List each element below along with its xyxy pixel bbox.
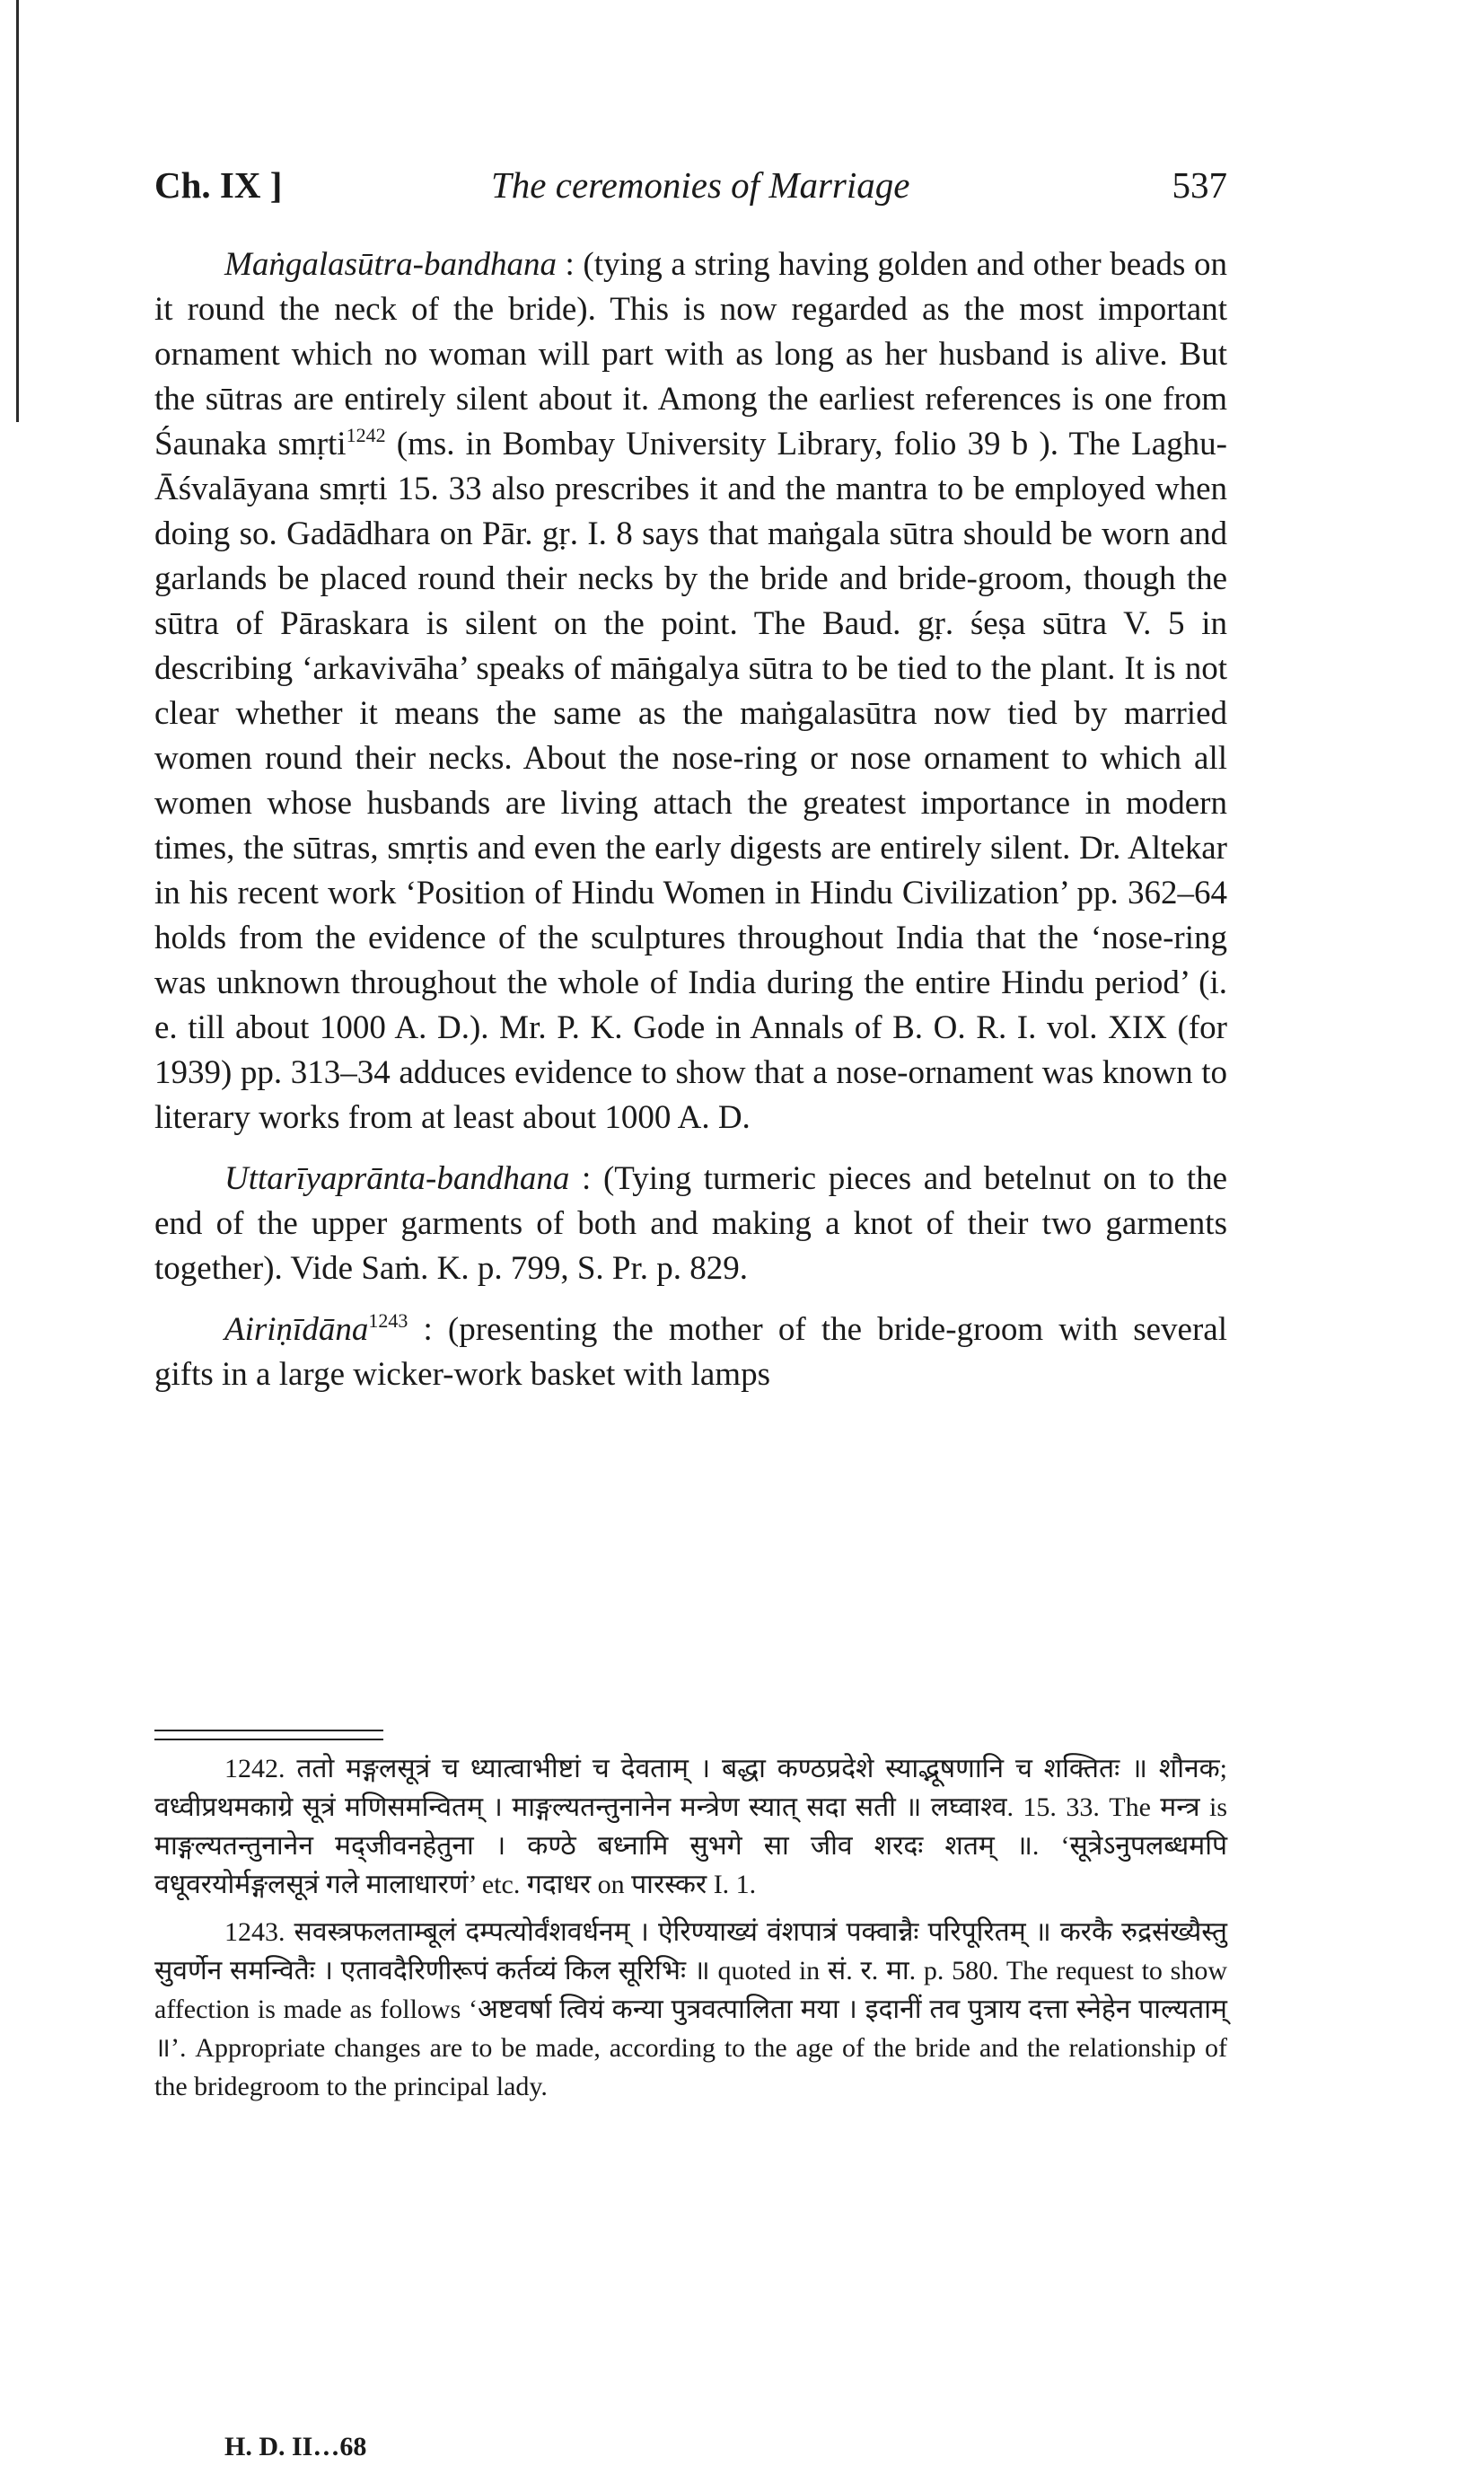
signature-mark: H. D. II…68: [224, 2432, 367, 2461]
footnote-1242: 1242. ततो मङ्गलसूत्रं च ध्यात्वाभीष्टां च देवताम् । बद्धा कण्ठप्रदेशे स्याद्भूषणानि च शक्तितः ॥ शौनक; वध्वीप्रथमकाग्रे सूत्रं मणिसमन्वितम् । माङ्गल्यतन्तुनानेन मन्त्रेण स्यात् सदा सती ॥ लघ्वाश्व. 15. 33. The मन्त्र is माङ्गल्यतन्तुनानेन मद्जीवनहेतुना । कण्ठे बध्नामि सुभगे सा जीव शरदः शतम् ॥. ‘सूत्रेऽनुपलब्धमपि वधूवरयोर्मङ्गलसूत्रं गले मालाधारणं’ etc. गदाधर on पारस्कर I. 1.: [154, 1754, 1227, 1899]
footnotes: [154, 1749, 1227, 2115]
paragraph-airinidana: [154, 1308, 1227, 1397]
term-heading: Airiṇīdāna: [224, 1311, 369, 1348]
term-heading: Maṅgalasūtra-bandhana: [224, 246, 557, 283]
paragraph-text: : (Tying turmeric pieces and betelnut on to the end of the upper garments of both and making a knot of their two garments together). Vide Saṁ. K. p. 799, S. Pr. p. 829.: [154, 1160, 1227, 1287]
paragraph-text: : (presenting the mother of the bride-groom with several gifts in a large wicker-work basket with lamps: [154, 1311, 1227, 1393]
paragraph-text: (ms. in Bombay University Library, folio 39 b ). The Laghu-Āśvalāyana smṛti 15. 33 also prescribes it and the mantra to be employed when doing so. Gadādhara on Pār. gṛ. I. 8 says that maṅgala sūtra should be worn and garlands be placed round their necks by the bride and bride-groom, though the sūtra of Pāraskara is silent on the point. The Baud. gṛ. śeṣa sūtra V. 5 in describing ‘arkavivāha’ speaks of māṅgalya sūtra to be tied to the plant. It is not clear whether it means the same as the maṅgalasūtra now tied by married women round their necks. About the nose-ring or nose ornament to which all women whose husbands are living attach the greatest importance in modern times, the sūtras, smṛtis and even the early digests are entirely silent. Dr. Altekar in his recent work ‘Position of Hindu Women in Hindu Civilization’ pp. 362–64 holds from the evidence of the sculptures throughout India that the ‘nose-ring was unknown throughout the whole of India during the entire Hindu period’ (i. e. till about 1000 A. D.). Mr. P. K. Gode in Annals of B. O. R. I. vol. XIX (for 1939) pp. 313–34 adduces evidence to show that a nose-ornament was known to literary works from at least about 1000 A. D.: [154, 426, 1227, 1136]
footnote-1243: 1243. सवस्त्रफलताम्बूलं दम्पत्योर्वंशवर्धनम् । ऐरिण्याख्यं वंशपात्रं पक्वान्नैः परिपूरितम् ॥ करकै रुद्रसंख्यैस्तु सुवर्णेन समन्वितैः । एतावदैरिणीरूपं कर्तव्यं किल सूरिभिः ॥ quoted in सं. र. मा. p. 580. The request to show affection is made as follows ‘अष्टवर्षा त्वियं कन्या पुत्रवत्पालिता मया । इदानीं तव पुत्राय दत्ता स्नेहेन पाल्यताम् ॥’. Appropriate changes are to be made, according to the age of the bride and the relationship of the bridegroom to the principal lady.: [154, 1917, 1227, 2101]
paragraph-uttariya: [154, 1157, 1227, 1291]
footnote-ref[interactable]: 1242: [346, 424, 386, 446]
footnote-ref[interactable]: 1243: [368, 1309, 408, 1332]
paragraph-text: : (tying a string having golden and other beads on it round the neck of the bride). This is now regarded as the most important ornament which no woman will part with as long as her husband is alive. But the sūtras are entirely silent about it. Among the earliest references is one from Śaunaka smṛti: [154, 246, 1227, 462]
page-edge-rule: [16, 0, 19, 422]
main-text: [154, 242, 1227, 1413]
paragraph-mangalasutra: [154, 242, 1227, 1140]
page-number: 537: [1172, 164, 1227, 206]
footnote-separator: [154, 1730, 383, 1740]
running-title: The ceremonies of Marriage: [491, 164, 910, 206]
chapter-label: Ch. IX ]: [154, 164, 283, 206]
running-header: [154, 163, 1227, 217]
term-heading: Uttarīyaprānta-bandhana: [224, 1160, 570, 1197]
